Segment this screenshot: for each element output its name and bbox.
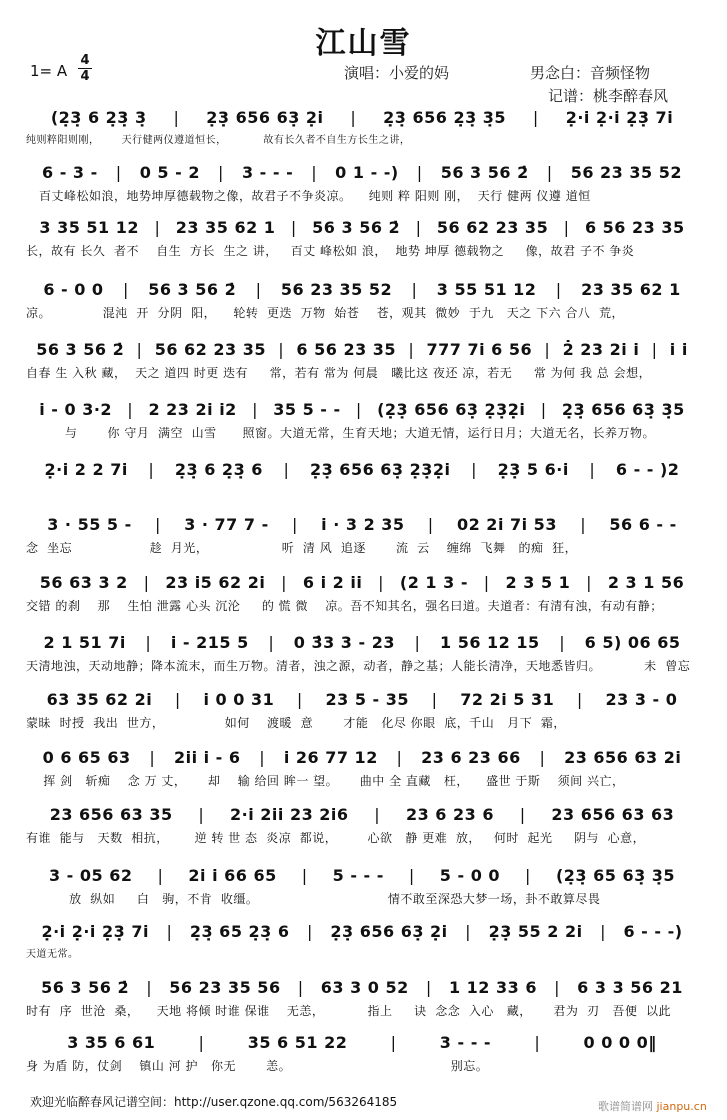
notes-line xyxy=(26,515,698,535)
measure: 56 3 56 2̇ xyxy=(36,340,125,359)
measure: 3 35 51 12 xyxy=(39,218,140,237)
measure: (2 1 3 - xyxy=(399,573,468,592)
key-signature: 1= A xyxy=(30,62,68,80)
lyric-line: 放 纵如 白 驹，不肯 收缰。 情不敢至深恐大梦一场，卦不敢算尽畏 xyxy=(26,892,601,906)
barline: | xyxy=(414,633,421,652)
barline: | xyxy=(145,633,152,652)
measure: 2̣·i 2̣·i 2̣3̣ 7i xyxy=(565,108,674,127)
score-system xyxy=(26,340,698,381)
time-signature-bottom: 4 xyxy=(80,69,90,84)
time-signature xyxy=(78,54,92,83)
barline: | xyxy=(544,340,551,359)
measure: 23 6 23 6 xyxy=(405,805,494,824)
lyric-line: 天道无常。 xyxy=(26,949,79,960)
measure: 6 - - )2 xyxy=(615,460,680,479)
notes-line xyxy=(26,690,698,710)
notes-line xyxy=(26,978,698,998)
barline: | xyxy=(127,400,134,419)
lyric-line: 凉。 混沌 开 分阴 阳， 轮转 更迭 万物 始苍 苍，观其 微妙 于九 天之 下六 合八 荒， xyxy=(26,306,625,320)
measure: 63 35 62 2i xyxy=(46,690,153,709)
measure: 72 2i 5 31 xyxy=(460,690,555,709)
measure: 2·i 2ii 23 2i6 xyxy=(230,805,349,824)
barline: | xyxy=(291,515,298,534)
measure: 23 656 63 35 xyxy=(49,805,173,824)
measure: 56 6 - - xyxy=(609,515,677,534)
barline: | xyxy=(483,573,490,592)
measure: i - 215 5 xyxy=(170,633,249,652)
barline: | xyxy=(255,280,262,299)
barline: | xyxy=(651,340,658,359)
barline: | xyxy=(555,280,562,299)
measure: 23 35 62 1 xyxy=(175,218,276,237)
song-title: 江山雪 xyxy=(315,26,412,61)
measure: 56 63 3 2 xyxy=(39,573,128,592)
score-system xyxy=(26,573,698,614)
barline: | xyxy=(283,460,290,479)
barline: | xyxy=(136,340,143,359)
score-system xyxy=(26,922,698,963)
score-system xyxy=(26,460,698,485)
time-signature-top: 4 xyxy=(80,53,90,68)
measure: i 26 77 12 xyxy=(283,748,378,767)
barline: | xyxy=(350,108,357,127)
barline: | xyxy=(559,633,566,652)
measure: 5 - - - xyxy=(332,866,384,885)
barline: | xyxy=(576,690,583,709)
barline: | xyxy=(374,805,381,824)
barline: | xyxy=(198,805,205,824)
barline: | xyxy=(149,748,156,767)
barline: | xyxy=(534,1033,541,1052)
measure: 2̣3̣ 65 2̣3̣ 6 xyxy=(189,922,290,941)
barline: | xyxy=(465,922,472,941)
barline: | xyxy=(416,163,423,182)
notes-line xyxy=(26,805,698,825)
barline: | xyxy=(415,218,422,237)
measure: 56 3 56 2̇ xyxy=(148,280,237,299)
measure: 23 i5 62 2i xyxy=(165,573,266,592)
measure: 23 656 63 2i xyxy=(564,748,682,767)
measure: 2i i 66 65 xyxy=(188,866,277,885)
measure: 56 23 35 52 xyxy=(280,280,393,299)
barline: | xyxy=(540,400,547,419)
measure: 23 656 63 63 xyxy=(551,805,675,824)
barline: | xyxy=(311,163,318,182)
measure: 3 · 55 5 - xyxy=(47,515,132,534)
barline: | xyxy=(296,690,303,709)
barline: | xyxy=(154,218,161,237)
lyric-line: 天清地浊，天动地静；降本流末，而生万物。清者，浊之源，动者，静之基；人能长清净，天地悉皆归。 未 曾忘 xyxy=(26,659,691,673)
score-system xyxy=(26,633,698,674)
measure: 56 23 35 56 xyxy=(169,978,281,997)
lyric-line: 交错 的刹 那 生怕 泄露 心头 沉沦 的 慌 微 凉。吾不知其名，强名曰道。夫道者：有清有浊，有动有静； xyxy=(26,599,663,613)
barline: | xyxy=(546,163,553,182)
barline: | xyxy=(554,978,561,997)
score-system xyxy=(26,108,698,149)
measure: 3 55 51 12 xyxy=(436,280,537,299)
barline: | xyxy=(390,1033,397,1052)
barline: | xyxy=(259,748,266,767)
measure: 63 3 0 52 xyxy=(320,978,409,997)
measure: 2̣3̣ 55 2 2i xyxy=(488,922,583,941)
measure: 56 62 23 35 xyxy=(154,340,266,359)
measure: 23 35 62 1 xyxy=(581,280,681,299)
measure: 6 3 3 56 21 xyxy=(577,978,683,997)
lyric-line: 蒙昧 时授 我出 世方， 如何 渡暖 意 才能 化尽 你眼 底，千山 月下 霜， xyxy=(26,716,566,730)
barline: | xyxy=(115,163,122,182)
score-system xyxy=(26,163,698,204)
measure: (2̣3̣ 65 63̣ 3̣5 xyxy=(555,866,676,885)
measure: 0 5 - 2 xyxy=(139,163,200,182)
barline: | xyxy=(143,573,150,592)
measure: 2̣3̣ 656 63̣ 3̣5 xyxy=(561,400,685,419)
notes-line xyxy=(26,218,698,238)
measure: 23 6 23 66 xyxy=(421,748,521,767)
score-system xyxy=(26,1033,698,1074)
measure: 2 3 5 1 xyxy=(505,573,571,592)
site-watermark xyxy=(598,1098,707,1114)
barline: | xyxy=(146,978,153,997)
measure: 56 62 23 35 xyxy=(436,218,549,237)
lyric-line: 念 坐忘 趁 月光， 听 清 风 追逐 流 云 缠绵 飞舞 的痴 狂， xyxy=(26,541,578,555)
barline: | xyxy=(525,866,531,885)
measure: 777 7i 6 56 xyxy=(426,340,533,359)
barline: | xyxy=(355,400,362,419)
barline: | xyxy=(411,280,418,299)
notes-line xyxy=(26,573,698,593)
measure: 35 6 51 22 xyxy=(247,1033,348,1052)
measure: 35 5 - - xyxy=(273,400,341,419)
measure: 3 - 05 62 xyxy=(48,866,133,885)
barline: | xyxy=(586,573,592,592)
barline: | xyxy=(539,748,546,767)
measure: 23 5 - 35 xyxy=(325,690,409,709)
score-system xyxy=(26,978,698,1019)
score-system xyxy=(26,866,698,907)
measure: 6 i 2 ii xyxy=(302,573,363,592)
measure: 6 - - -) xyxy=(623,922,683,941)
measure: 2̇ 23 2i i xyxy=(562,340,640,359)
measure: 56 3 56 2̇ xyxy=(440,163,529,182)
measure: 3 35 6 61 xyxy=(67,1033,156,1052)
barline: | xyxy=(580,515,587,534)
barline: | xyxy=(173,108,180,127)
measure: 2̣·i 2̣·i 2̣3̣ 7i xyxy=(41,922,149,941)
barline: | xyxy=(471,460,477,479)
barline: | xyxy=(378,573,385,592)
barline: | xyxy=(281,573,288,592)
singer-credit: 演唱：小爱的妈 xyxy=(344,64,450,82)
watermark-prefix: 歌谱简谱网 xyxy=(598,1100,653,1113)
barline: | xyxy=(278,340,285,359)
measure: 6 5) 06 65 xyxy=(584,633,681,652)
barline: | xyxy=(519,805,526,824)
barline: | xyxy=(166,922,173,941)
measure: 6 56 23 35 xyxy=(296,340,397,359)
measure: 3 · 77 7 - xyxy=(184,515,269,534)
score-system xyxy=(26,400,698,441)
notes-line xyxy=(26,1033,698,1053)
barline: | xyxy=(396,748,403,767)
lyric-line: 长，故有 长久 者不 自生 方长 生之 讲， 百丈 峰松如 浪， 地势 坤厚 德载物之 像，故君 子不 争炎 xyxy=(26,244,635,258)
measure: 02 2i 7i 53 xyxy=(456,515,557,534)
measure: 3 - - - xyxy=(241,163,294,182)
lyric-line: 纯则粹阳则刚， 天行健两仪遵道恒长， 故有长久者不自生方长生之讲， xyxy=(26,135,411,146)
barline: | xyxy=(174,690,181,709)
measure: 23 3 - 0 xyxy=(605,690,678,709)
barline: | xyxy=(306,922,313,941)
score-system xyxy=(26,690,698,731)
lyric-line: 有谁 能与 天数 相抗， 逆 转 世 态 炎凉 都说， 心欲 静 更难 放， 何时 起光 阴与 心意， xyxy=(26,831,646,845)
notes-line xyxy=(26,163,698,183)
notes-line xyxy=(26,922,698,942)
barline: | xyxy=(600,922,606,941)
footer-link-text: 欢迎光临醉春风记谱空间：http://user.qzone.qq.com/563264185 xyxy=(30,1095,398,1109)
notes-line xyxy=(26,108,698,128)
measure: i - 0 3·2 xyxy=(39,400,113,419)
measure: 56 3 56 2̇ xyxy=(41,978,130,997)
barline: | xyxy=(155,515,161,534)
barline: | xyxy=(408,340,415,359)
measure: 5 - 0 0 xyxy=(439,866,501,885)
measure: 6 - 0 0 xyxy=(43,280,104,299)
notes-line xyxy=(26,400,698,420)
measure: (2̣3̣ 6 2̣3̣ 3̣ xyxy=(50,108,147,127)
narrator-credit: 男念白：音频怪物 xyxy=(530,64,651,82)
measure: 1 12 33 6 xyxy=(448,978,537,997)
barline: | xyxy=(563,218,570,237)
notes-line xyxy=(26,866,698,886)
measure: 0 0 0 0‖ xyxy=(583,1033,657,1052)
barline: | xyxy=(268,633,275,652)
barline: | xyxy=(198,1033,205,1052)
barline: | xyxy=(122,280,129,299)
barline: | xyxy=(431,690,438,709)
measure: 56 3 56 2̇ xyxy=(312,218,401,237)
score-system xyxy=(26,280,698,321)
barline: | xyxy=(157,866,164,885)
measure: 2̣3̣ 656 63̣ 2̣i xyxy=(330,922,448,941)
measure: 6 - 3 - xyxy=(41,163,98,182)
watermark-suffix: jianpu.cn xyxy=(656,1100,707,1113)
barline: | xyxy=(297,978,304,997)
barline: | xyxy=(252,400,258,419)
score-system xyxy=(26,218,698,259)
measure: 2̣3̣ 6 2̣3̣ 6 xyxy=(174,460,263,479)
measure: 2̣·i 2 2 7i xyxy=(44,460,128,479)
score-system xyxy=(26,515,698,556)
barline: | xyxy=(290,218,297,237)
barline: | xyxy=(425,978,432,997)
lyric-line: 时有 序 世沧 桑， 天地 将倾 时谁 保谁 无恙， 指上 诀 念念 入心 藏， 君为 刃 吾便 以此 xyxy=(26,1004,672,1018)
measure: (2̣3̣ 656 63̣ 2̣3̣2̣i xyxy=(377,400,526,419)
barline: | xyxy=(148,460,155,479)
barline: | xyxy=(218,163,224,182)
measure: 2 23 2i i2 xyxy=(148,400,237,419)
measure: i 0 0 31 xyxy=(203,690,275,709)
lyric-line: 与 你 守月 满空 山雪 照窗。大道无常，生育天地；大道无情，运行日月；大道无名，长养万物。 xyxy=(26,426,655,440)
notes-line xyxy=(26,340,698,360)
measure: 2̣3̣ 656 2̣3̣ 3̣5 xyxy=(383,108,507,127)
barline: | xyxy=(589,460,596,479)
measure: 2 1 51 7i xyxy=(43,633,126,652)
notes-line xyxy=(26,633,698,653)
measure: 56 23 35 52 xyxy=(570,163,682,182)
transcriber-credit: 记谱：桃李醉春风 xyxy=(548,87,669,105)
measure: 0 3̇3 3 - 23 xyxy=(293,633,395,652)
measure: 2̣3̣ 5 6·i xyxy=(497,460,569,479)
measure: 2̣3̣ 656 63̣ 2̣i xyxy=(206,108,324,127)
lyric-line: 身 为盾 防，仗剑 镇山 河 护 你无 恙。 别忘。 xyxy=(26,1059,489,1073)
notes-line xyxy=(26,460,698,480)
score-system xyxy=(26,748,698,789)
lyric-line: 挥 剑 斩痴 念 万 丈， 却 输 给回 眸一 望。 曲中 全 直藏 枉， 盛世 于斯 须间 兴亡， xyxy=(26,774,625,788)
barline: | xyxy=(408,866,415,885)
notes-line xyxy=(26,280,698,300)
lyric-line: 自春 生 入秋 藏， 天之 道四 时更 迭有 常，若有 常为 何晨 曦比这 夜还 凉，若无 常 为何 我 总 会想， xyxy=(26,366,652,380)
score-system xyxy=(26,805,698,846)
measure: i i xyxy=(669,340,688,359)
barline: | xyxy=(427,515,434,534)
measure: 2 3 1 56 xyxy=(607,573,685,592)
barline: | xyxy=(532,108,539,127)
lyric-line: 百丈峰松如浪，地势坤厚德载物之像，故君子不争炎凉。 纯则 粹 阳则 刚， 天行 健两 仪遵 道恒 xyxy=(26,189,591,203)
notes-line xyxy=(26,748,698,768)
measure: 0 1 - -) xyxy=(335,163,399,182)
measure: 0 6 65 63 xyxy=(42,748,131,767)
measure: 2̣3̣ 656 63̣ 2̣3̣2̣i xyxy=(309,460,451,479)
measure: 1 56 12 15 xyxy=(440,633,540,652)
barline: | xyxy=(301,866,308,885)
measure: 3 - - - xyxy=(439,1033,492,1052)
measure: 2ii i - 6 xyxy=(173,748,241,767)
measure: 6 56 23 35 xyxy=(584,218,685,237)
measure: i · 3 2 35 xyxy=(321,515,405,534)
